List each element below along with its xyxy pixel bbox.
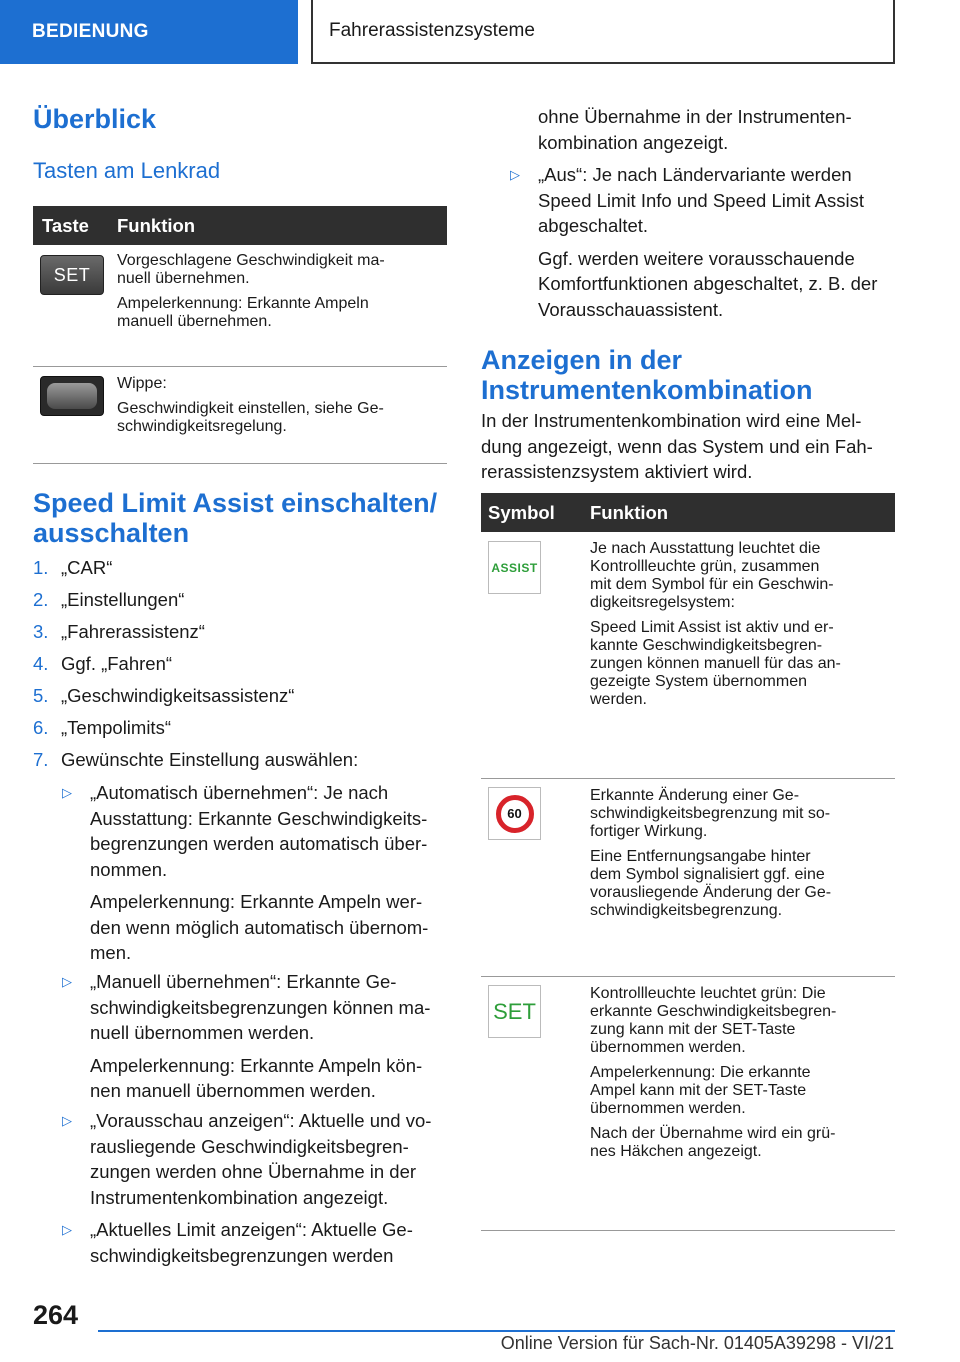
heading-instrument-display: Anzeigen in der Instrumentenkombination bbox=[481, 345, 813, 405]
bullet-item bbox=[62, 780, 447, 973]
table-row bbox=[33, 245, 447, 367]
table2-header bbox=[481, 493, 895, 532]
bullet-item bbox=[62, 1217, 447, 1275]
triangle-bullet-icon: ▷ bbox=[510, 167, 520, 182]
list-item bbox=[33, 744, 447, 776]
paragraph: Kontrollleuchte leuchtet grün: Die erkannte Geschwindigkeitsbegren- zung kann mit der SET-Taste übernommen werden. bbox=[590, 985, 837, 1056]
step-text: „Fahrerassistenz“ bbox=[61, 621, 205, 642]
table-row bbox=[33, 366, 447, 464]
triangle-bullet-icon: ▷ bbox=[62, 785, 72, 800]
set-symbol-icon bbox=[488, 985, 541, 1038]
bullet-item bbox=[62, 1108, 447, 1217]
step-number: 7. bbox=[33, 749, 49, 770]
set-key-label: SET bbox=[53, 264, 91, 285]
step-number: 2. bbox=[33, 589, 49, 610]
paragraph: Ampelerkennung: Die erkannte Ampel kann mit der SET-Taste übernommen werden. bbox=[590, 1064, 811, 1117]
bullet-item bbox=[62, 969, 447, 1111]
list-item bbox=[33, 648, 447, 680]
table-row bbox=[481, 976, 895, 1231]
paragraph: Ampelerkennung: Erkannte Ampeln kön- nen manuell übernommen werden. bbox=[90, 1054, 423, 1101]
assist-symbol-icon bbox=[488, 541, 541, 594]
paragraph: Wippe: bbox=[117, 375, 167, 392]
page-number: 264 bbox=[33, 1300, 79, 1330]
paragraph: Ampelerkennung: Erkannte Ampeln wer- den wenn möglich automatisch übernom- men. bbox=[90, 891, 429, 963]
step-number: 6. bbox=[33, 717, 49, 738]
paragraph: „Aus“: Je nach Ländervariante werden Speed Limit Info und Speed Limit Assist abgeschaltet. bbox=[538, 164, 864, 236]
table2-col-function: Funktion bbox=[590, 502, 669, 523]
set-symbol-text: SET bbox=[493, 998, 536, 1024]
step-text: „Einstellungen“ bbox=[61, 589, 185, 610]
step-number: 5. bbox=[33, 685, 49, 706]
section-title: BEDIENUNG bbox=[32, 21, 149, 42]
step-number: 3. bbox=[33, 621, 49, 642]
speed-limit-value: 60 bbox=[507, 806, 522, 821]
speed-limit-60-icon bbox=[488, 787, 541, 840]
steps-list bbox=[33, 552, 447, 776]
footer-divider bbox=[98, 1330, 895, 1332]
step-text: Gewünschte Einstellung auswählen: bbox=[61, 749, 359, 770]
table2-row3-text bbox=[590, 985, 895, 1168]
triangle-bullet-icon: ▷ bbox=[62, 1222, 72, 1237]
list-item bbox=[33, 616, 447, 648]
bullet-item bbox=[510, 162, 895, 329]
assist-symbol-text: ASSIST bbox=[491, 560, 538, 575]
online-version-note: Online Version für Sach-Nr. 01405A39298 - VI/21 bbox=[500, 1333, 894, 1353]
chapter-header bbox=[311, 0, 895, 64]
paragraph: Ggf. werden weitere vorausschauende Komfortfunktionen abgeschaltet, z. B. der Vorausschauassistent. bbox=[538, 247, 878, 320]
chapter-title: Fahrerassistenzsysteme bbox=[329, 20, 535, 41]
list-item bbox=[33, 680, 447, 712]
step-text: „CAR“ bbox=[61, 557, 113, 578]
section-tab bbox=[0, 0, 298, 64]
paragraph: Speed Limit Assist ist aktiv und er- kannte Geschwindigkeitsbegren- zungen können manuell für das an- gezeigte System übernommen werden. bbox=[590, 619, 841, 708]
step-text: „Geschwindigkeitsassistenz“ bbox=[61, 685, 295, 706]
set-key-icon bbox=[40, 255, 104, 295]
step-text: „Tempolimits“ bbox=[61, 717, 171, 738]
table2-row1-text bbox=[590, 540, 895, 716]
table2-row2-text bbox=[590, 787, 895, 927]
paragraph: Erkannte Änderung einer Ge- schwindigkeitsbegrenzung mit so- fortiger Wirkung. bbox=[590, 787, 831, 840]
list-item bbox=[33, 584, 447, 616]
continued-paragraph: ohne Übernahme in der Instrumenten- kombination angezeigt. bbox=[538, 106, 852, 153]
list-item bbox=[33, 712, 447, 744]
paragraph: „Manuell übernehmen“: Erkannte Ge- schwindigkeitsbegrenzungen können ma- nuell übernommen werden. bbox=[90, 971, 431, 1043]
table-row bbox=[481, 778, 895, 977]
paragraph: „Aktuelles Limit anzeigen“: Aktuelle Ge- schwindigkeitsbegrenzungen werden bbox=[90, 1219, 413, 1266]
triangle-bullet-icon: ▷ bbox=[62, 974, 72, 989]
paragraph: „Vorausschau anzeigen“: Aktuelle und vo- rausliegende Geschwindigkeitsbegren- zungen werden ohne Übernahme in der Instrumentenkombination angezeigt. bbox=[90, 1110, 432, 1208]
step-number: 1. bbox=[33, 557, 49, 578]
heading-steering-buttons: Tasten am Lenkrad bbox=[33, 158, 221, 183]
table-row bbox=[481, 532, 895, 779]
table1-row1-text bbox=[117, 252, 447, 338]
paragraph: Vorgeschlagene Geschwindigkeit ma- nuell übernehmen. bbox=[117, 252, 385, 287]
paragraph: Ampelerkennung: Erkannte Ampeln manuell übernehmen. bbox=[117, 295, 369, 330]
paragraph: „Automatisch übernehmen“: Je nach Ausstattung: Erkannte Geschwindigkeits- begrenzungen werden automatisch über- nommen. bbox=[90, 782, 428, 880]
step-number: 4. bbox=[33, 653, 49, 674]
heading-speed-limit-assist: Speed Limit Assist einschalten/ ausschalten bbox=[33, 488, 438, 548]
table1-header bbox=[33, 206, 447, 245]
paragraph: Eine Entfernungsangabe hinter dem Symbol signalisiert ggf. eine vorausliegende Änderung der Ge- schwindigkeitsbegrenzung. bbox=[590, 848, 832, 919]
table2-col-symbol: Symbol bbox=[488, 502, 555, 523]
intro-paragraph: In der Instrumentenkombination wird eine Mel- dung angezeigt, wenn das System und ein Fah- rerassistenzsystem aktiviert wird. bbox=[481, 410, 873, 482]
paragraph: Geschwindigkeit einstellen, siehe Ge- schwindigkeitsregelung. bbox=[117, 400, 384, 435]
paragraph: Nach der Übernahme wird ein grü- nes Häkchen angezeigt. bbox=[590, 1125, 836, 1160]
paragraph: Je nach Ausstattung leuchtet die Kontrollleuchte grün, zusammen mit dem Symbol für ein Geschwin- digkeitsregelsystem: bbox=[590, 540, 834, 611]
rocker-switch-icon bbox=[40, 376, 104, 416]
table1-col-key: Taste bbox=[42, 215, 89, 236]
table1-col-function: Funktion bbox=[117, 215, 196, 236]
step-text: Ggf. „Fahren“ bbox=[61, 653, 173, 674]
triangle-bullet-icon: ▷ bbox=[62, 1113, 72, 1128]
heading-overview: Überblick bbox=[33, 104, 157, 134]
table1-row2-text bbox=[117, 375, 447, 443]
list-item bbox=[33, 552, 447, 584]
